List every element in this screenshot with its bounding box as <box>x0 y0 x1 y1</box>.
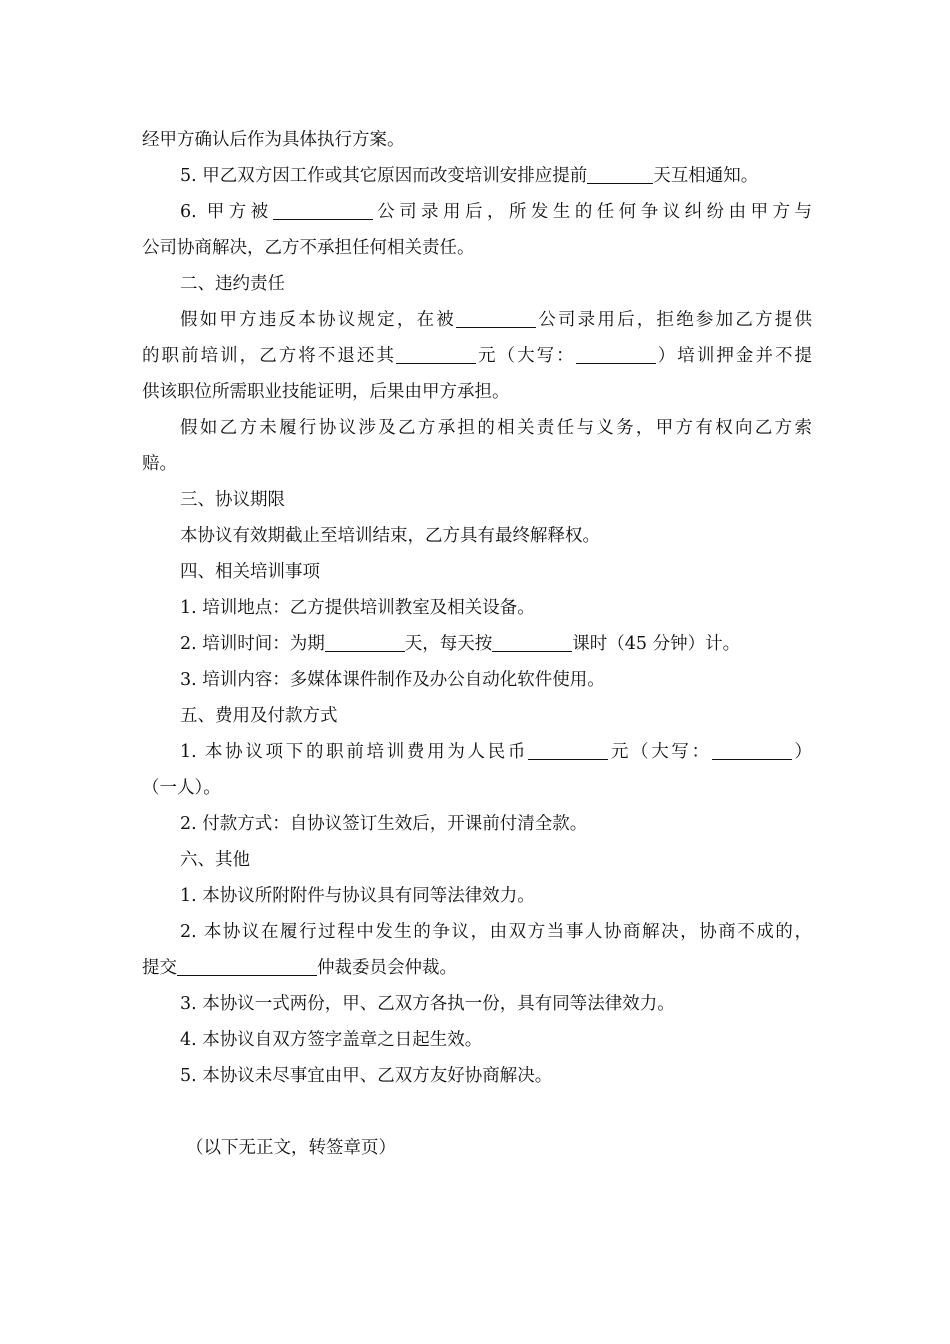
blank-field <box>177 957 317 976</box>
text: 4. 本协议自双方签字盖章之日起生效。 <box>180 1030 483 1050</box>
text-line <box>142 236 812 260</box>
text: 四、相关培训事项 <box>180 562 320 582</box>
text: 5. 本协议未尽事宜由甲、乙双方友好协商解决。 <box>180 1066 553 1086</box>
blank-field <box>325 633 405 652</box>
text-line <box>180 308 812 332</box>
text: 天互相通知。 <box>653 166 759 186</box>
text: 假如甲方违反本协议规定，在被 <box>180 310 456 330</box>
text-line <box>180 416 812 440</box>
text: 课时（45 分钟）计。 <box>572 634 741 654</box>
text: 假如乙方未履行协议涉及乙方承担的相关责任与义务，甲方有权向乙方索 <box>180 418 812 438</box>
text: 本协议有效期截止至培训结束，乙方具有最终解释权。 <box>180 526 600 546</box>
text-line <box>142 776 812 800</box>
text-line <box>142 956 812 980</box>
text: ） <box>791 742 813 762</box>
text: 公司录用后，所发生的任何争议纠纷由甲方与 <box>372 202 813 222</box>
text: 提交 <box>142 958 177 978</box>
section-heading-other <box>180 848 812 872</box>
text: 3. 培训内容：多媒体课件制作及办公自动化软件使用。 <box>180 670 605 690</box>
text: 三、协议期限 <box>180 490 285 510</box>
clause-6 <box>180 200 812 224</box>
text: 公司录用后，拒绝参加乙方提供 <box>536 310 812 330</box>
blank-field <box>587 165 653 184</box>
text: ）培训押金并不提 <box>655 346 813 366</box>
text: 2. 付款方式：自协议签订生效后，开课前付清全款。 <box>180 814 588 834</box>
text: 元（大写： <box>608 742 712 762</box>
text: 1. 本协议项下的职前培训费用为人民币 <box>180 742 529 762</box>
text: 2. 本协议在履行过程中发生的争议，由双方当事人协商解决，协商不成的， <box>180 922 812 942</box>
text: 2. 培训时间：为期 <box>180 634 325 654</box>
blank-field <box>273 201 373 220</box>
text: 仲裁委员会仲裁。 <box>317 958 457 978</box>
text: （以下无正文，转签章页） <box>186 1138 396 1158</box>
text-line <box>180 992 812 1016</box>
text: 二、违约责任 <box>180 274 285 294</box>
section-heading-training <box>180 560 812 584</box>
text: 1. 本协议所附附件与协议具有同等法律效力。 <box>180 886 535 906</box>
text: 六、其他 <box>180 850 250 870</box>
blank-field <box>712 741 792 760</box>
text-line <box>180 596 812 620</box>
blank-field <box>456 309 536 328</box>
text: 3. 本协议一式两份，甲、乙双方各执一份，具有同等法律效力。 <box>180 994 675 1014</box>
text-line <box>180 1064 812 1088</box>
text: 6. 甲方被 <box>180 202 273 222</box>
text-line <box>180 884 812 908</box>
text-line <box>180 668 812 692</box>
blank-field <box>576 345 656 364</box>
text: 赔。 <box>142 454 177 474</box>
section-heading-term <box>180 488 812 512</box>
end-note <box>186 1136 818 1160</box>
text: 供该职位所需职业技能证明，后果由甲方承担。 <box>142 382 510 402</box>
blank-field <box>396 345 476 364</box>
text: 天，每天按 <box>404 634 493 654</box>
text: 公司协商解决，乙方不承担任何相关责任。 <box>142 238 475 258</box>
text-line <box>142 344 812 368</box>
text-line <box>180 740 812 764</box>
blank-field <box>528 741 608 760</box>
clause-5-notice <box>180 164 812 188</box>
text-line <box>142 128 812 152</box>
text-line <box>180 632 812 656</box>
text-line <box>142 452 812 476</box>
text: 5. 甲乙双方因工作或其它原因而改变培训安排应提前 <box>180 166 588 186</box>
text: 经甲方确认后作为具体执行方案。 <box>142 130 405 150</box>
text-line <box>180 524 812 548</box>
section-heading-breach <box>180 272 812 296</box>
text-line <box>180 1028 812 1052</box>
text: 元（大写： <box>475 346 576 366</box>
section-heading-fees <box>180 704 812 728</box>
text-line <box>180 920 812 944</box>
text: 的职前培训，乙方将不退还其 <box>142 346 396 366</box>
blank-field <box>492 633 572 652</box>
text-line <box>180 812 812 836</box>
text: （一人）。 <box>142 778 221 798</box>
text: 五、费用及付款方式 <box>180 706 338 726</box>
text-line <box>142 380 812 404</box>
text: 1. 培训地点：乙方提供培训教室及相关设备。 <box>180 598 535 618</box>
